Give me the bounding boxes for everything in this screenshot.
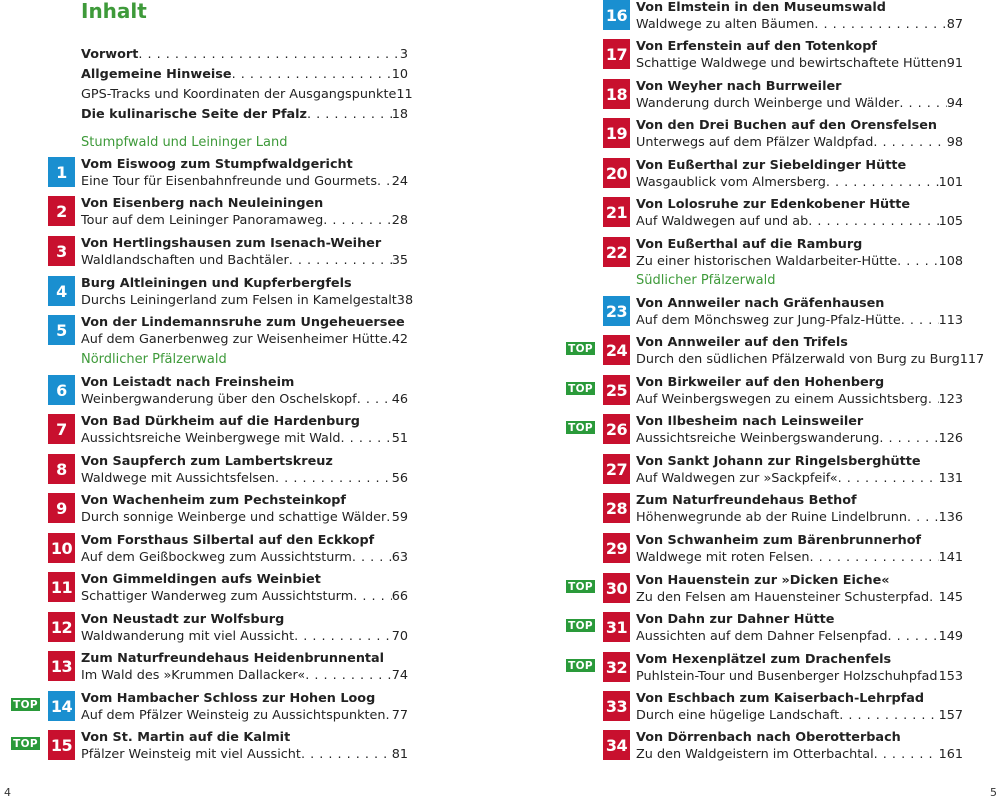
leader-dots: [232, 65, 392, 85]
tour-entry[interactable]: [603, 296, 963, 332]
tour-subtitle: Tour auf dem Leininger Panoramaweg: [81, 213, 324, 228]
tour-page-number: 108: [938, 254, 963, 269]
tour-number-badge: 13: [48, 651, 75, 681]
tour-text: [81, 275, 414, 309]
tour-text: [81, 690, 408, 724]
tour-entry[interactable]: [48, 196, 408, 232]
tour-number-badge: 25: [603, 375, 630, 405]
tour-subtitle: Eine Tour für Eisenbahnfreunde und Gourmets: [81, 174, 377, 189]
toc-page-number: 18: [391, 107, 408, 122]
tour-subtitle: Waldwege mit Aussichtsfelsen: [81, 471, 276, 486]
tour-title: Von Ilbesheim nach Leinsweiler: [636, 414, 864, 429]
toc-page-number: 11: [396, 87, 413, 102]
tour-number-badge: 31: [603, 612, 630, 642]
leader-dots: [307, 105, 392, 125]
tour-title: Von Eußerthal auf die Ramburg: [636, 237, 863, 252]
tour-page-number: 157: [938, 708, 963, 723]
tour-subtitle-row: [636, 174, 963, 191]
tour-text: [81, 374, 408, 408]
leader-dots: [897, 253, 938, 270]
tour-title: Von Dörrenbach nach Oberotterbach: [636, 730, 901, 745]
tour-entry[interactable]: [603, 691, 963, 727]
tour-title: Von Annweiler auf den Trifels: [636, 335, 848, 350]
tour-entry[interactable]: [48, 651, 408, 687]
leader-dots: [838, 470, 939, 487]
tour-page-number: 56: [391, 471, 408, 486]
tour-subtitle-row: [636, 746, 963, 763]
tour-subtitle: Puhlstein-Tour und Busenberger Holzschuhpfad: [636, 669, 938, 684]
tour-title: Von Eschbach zum Kaiserbach-Lehrpfad: [636, 691, 925, 706]
tour-text: [636, 117, 963, 151]
leader-dots: [929, 589, 938, 606]
tour-subtitle: Schattige Waldwege und bewirtschaftete Hütten: [636, 56, 947, 71]
tour-text: [636, 532, 963, 566]
tour-number-badge: 23: [603, 296, 630, 326]
tour-entry[interactable]: [48, 157, 408, 193]
tour-page-number: 42: [391, 332, 408, 347]
tour-entry[interactable]: [603, 0, 963, 36]
tour-subtitle-row: [636, 55, 963, 72]
tour-number-badge: 15: [48, 730, 75, 760]
tour-number-badge: 34: [603, 730, 630, 760]
leader-dots: [879, 430, 938, 447]
tour-text: [81, 453, 408, 487]
tour-entry[interactable]: [603, 533, 963, 569]
tour-text: [636, 690, 963, 724]
leader-dots: [301, 746, 392, 763]
tour-title: Von Neustadt zur Wolfsburg: [81, 612, 285, 627]
tour-subtitle-row: [636, 253, 963, 270]
tour-number-badge: 33: [603, 691, 630, 721]
tour-subtitle-row: [81, 252, 408, 269]
tour-entry[interactable]: [48, 236, 408, 272]
tour-text: [81, 532, 408, 566]
tour-entry[interactable]: [603, 652, 963, 688]
tour-subtitle-row: [81, 470, 408, 487]
tour-number-badge: 2: [48, 196, 75, 226]
tour-number-badge: 11: [48, 572, 75, 602]
tour-number-badge: 27: [603, 454, 630, 484]
tour-subtitle: Durch sonnige Weinberge und schattige Wälder: [81, 510, 387, 525]
tour-title: Vom Forsthaus Silbertal auf den Eckkopf: [81, 533, 375, 548]
tour-page-number: 81: [391, 747, 408, 762]
tour-title: Von Hauenstein zur »Dicken Eiche«: [636, 573, 890, 588]
tour-number-badge: 12: [48, 612, 75, 642]
tour-subtitle-row: [81, 509, 408, 526]
tour-number-badge: 4: [48, 276, 75, 306]
tour-page-number: 51: [391, 431, 408, 446]
leader-dots: [907, 509, 939, 526]
top-badge: TOP: [566, 659, 595, 672]
tour-page-number: 59: [391, 510, 408, 525]
tour-page-number: 38: [396, 293, 414, 308]
tour-title: Von Annweiler nach Gräfenhausen: [636, 296, 885, 311]
page-number-left: 4: [4, 786, 11, 799]
leader-dots: [275, 470, 392, 487]
tour-title: Von Eisenberg nach Neuleiningen: [81, 196, 324, 211]
tour-subtitle-row: [636, 628, 963, 645]
tour-number-badge: 32: [603, 652, 630, 682]
tour-text: [636, 236, 963, 270]
tour-title: Von St. Martin auf die Kalmit: [81, 730, 291, 745]
tour-text: [636, 492, 963, 526]
tour-text: [81, 650, 408, 684]
tour-entry[interactable]: [603, 158, 963, 194]
tour-subtitle-row: [81, 628, 408, 645]
tour-page-number: 91: [946, 56, 964, 71]
tour-subtitle: Zu einer historischen Waldarbeiter-Hütte: [636, 254, 898, 269]
tour-text: [636, 78, 963, 112]
tour-subtitle-row: [636, 509, 963, 526]
tour-text: [636, 453, 963, 487]
tour-number-badge: 7: [48, 414, 75, 444]
tour-text: [636, 611, 963, 645]
tour-subtitle: Höhenwegrunde ab der Ruine Lindelbrunn: [636, 510, 908, 525]
tour-page-number: 66: [391, 589, 408, 604]
tour-text: [636, 651, 963, 685]
section-heading-stumpfwald: Stumpfwald und Leininger Land: [81, 135, 288, 150]
tour-title: Zum Naturfreundehaus Heidenbrunnental: [81, 651, 385, 666]
tour-subtitle-row: [636, 470, 963, 487]
tour-subtitle-row: [81, 430, 408, 447]
tour-title: Von Wachenheim zum Pechsteinkopf: [81, 493, 347, 508]
tour-text: [636, 295, 963, 329]
tour-entry[interactable]: [603, 197, 963, 233]
tour-entry[interactable]: [48, 375, 408, 411]
tour-text: [81, 492, 408, 526]
toc-intro-item[interactable]: [81, 45, 408, 65]
tour-page-number: 94: [946, 96, 963, 111]
tour-subtitle-row: [636, 589, 963, 606]
tour-title: Von den Drei Buchen auf den Orensfelsen: [636, 118, 938, 133]
tour-number-badge: 6: [48, 375, 75, 405]
tour-subtitle: Auf dem Geißbockweg zum Aussichtsturm: [81, 550, 352, 565]
tour-subtitle: Aussichtsreiche Weinbergswanderung: [636, 431, 880, 446]
tour-page-number: 136: [938, 510, 963, 525]
tour-text: [81, 156, 408, 190]
tour-number-badge: 20: [603, 158, 630, 188]
tour-page-number: 145: [938, 590, 963, 605]
tour-text: [636, 413, 963, 447]
tour-entry[interactable]: [603, 730, 963, 766]
tour-subtitle: Zu den Waldgeistern im Otterbachtal: [636, 747, 874, 762]
toc-intro-label: Die kulinarische Seite der Pfalz: [81, 107, 307, 122]
leader-dots: [809, 549, 938, 566]
toc-intro-label: Allgemeine Hinweise: [81, 67, 232, 82]
tour-subtitle: Auf Waldwegen auf und ab: [636, 214, 809, 229]
tour-subtitle: Wasgaublick vom Almersberg: [636, 175, 826, 190]
tour-number-badge: 22: [603, 237, 630, 267]
page-title: Inhalt: [81, 0, 147, 23]
tour-number-badge: 5: [48, 315, 75, 345]
leader-dots: [323, 212, 392, 229]
tour-number-badge: 17: [603, 39, 630, 69]
tour-entry[interactable]: [48, 276, 414, 312]
tour-subtitle: Durch eine hügelige Landschaft: [636, 708, 840, 723]
tour-subtitle: Auf Weinbergswegen zu einem Aussichtsberg: [636, 392, 928, 407]
tour-entry[interactable]: [603, 414, 963, 450]
tour-page-number: 105: [938, 214, 963, 229]
tour-number-badge: 24: [603, 335, 630, 365]
top-badge: TOP: [566, 421, 595, 434]
top-badge: TOP: [566, 342, 595, 355]
tour-page-number: 153: [938, 669, 963, 684]
tour-text: [636, 374, 963, 408]
tour-subtitle: Zu den Felsen am Hauensteiner Schusterpfad: [636, 590, 930, 605]
leader-dots: [899, 95, 946, 112]
tour-number-badge: 19: [603, 118, 630, 148]
tour-title: Von Bad Dürkheim auf die Hardenburg: [81, 414, 360, 429]
tour-subtitle: Wanderung durch Weinberge und Wälder: [636, 96, 900, 111]
tour-page-number: 46: [391, 392, 408, 407]
tour-title: Von Hertlingshausen zum Isenach-Weiher: [81, 236, 382, 251]
tour-text: [81, 413, 408, 447]
tour-subtitle: Aussichten auf dem Dahner Felsenpfad: [636, 629, 888, 644]
tour-subtitle-row: [81, 212, 408, 229]
leader-dots: [357, 391, 392, 408]
tour-entry[interactable]: [603, 79, 963, 115]
tour-subtitle: Waldwanderung mit viel Aussicht: [81, 629, 295, 644]
leader-dots: [352, 549, 392, 566]
tour-number-badge: 16: [603, 0, 630, 30]
tour-entry[interactable]: [48, 533, 408, 569]
tour-title: Vom Eiswoog zum Stumpfwaldgericht: [81, 157, 353, 172]
tour-number-badge: 8: [48, 454, 75, 484]
tour-title: Vom Hexenplätzel zum Drachenfels: [636, 652, 892, 667]
tour-subtitle-row: [636, 668, 963, 685]
toc-intro-label: GPS-Tracks und Koordinaten der Ausgangspunkte: [81, 87, 397, 102]
tour-text: [636, 729, 963, 763]
tour-text: [636, 0, 963, 33]
tour-page-number: 161: [938, 747, 963, 762]
tour-number-badge: 3: [48, 236, 75, 266]
tour-subtitle-row: [81, 588, 408, 605]
leader-dots: [874, 746, 939, 763]
tour-subtitle-row: [81, 549, 408, 566]
tour-page-number: 101: [938, 175, 963, 190]
tour-subtitle: Weinbergwanderung über den Oschelskopf: [81, 392, 357, 407]
tour-page-number: 87: [946, 17, 963, 32]
tour-title: Von Leistadt nach Freinsheim: [81, 375, 295, 390]
tour-number-badge: 28: [603, 493, 630, 523]
leader-dots: [138, 45, 399, 65]
tour-subtitle: Aussichtsreiche Weinbergwege mit Wald: [81, 431, 341, 446]
tour-subtitle-row: [81, 707, 408, 724]
tour-title: Von Elmstein in den Museumswald: [636, 0, 886, 15]
tour-title: Von Saupferch zum Lambertskreuz: [81, 454, 333, 469]
page-number-right: 5: [990, 786, 997, 799]
tour-title: Von Gimmeldingen aufs Weinbiet: [81, 572, 321, 587]
tour-title: Von Eußerthal zur Siebeldinger Hütte: [636, 158, 907, 173]
tour-page-number: 126: [938, 431, 963, 446]
leader-dots: [289, 252, 392, 269]
tour-entry[interactable]: [603, 573, 963, 609]
tour-text: [636, 334, 985, 368]
tour-subtitle: Auf Waldwegen zur »Sackpfeif«: [636, 471, 838, 486]
tour-subtitle-row: [81, 391, 408, 408]
tour-page-number: 28: [391, 213, 408, 228]
toc-intro-item[interactable]: [81, 65, 408, 85]
leader-dots: [901, 312, 939, 329]
tour-title: Von der Lindemannsruhe zum Ungeheuersee: [81, 315, 405, 330]
tour-subtitle-row: [636, 391, 963, 408]
tour-title: Vom Hambacher Schloss zur Hohen Loog: [81, 691, 376, 706]
tour-page-number: 98: [946, 135, 963, 150]
tour-text: [636, 572, 963, 606]
toc-page-number: 10: [391, 67, 408, 82]
tour-entry[interactable]: [603, 39, 963, 75]
top-badge: TOP: [566, 382, 595, 395]
tour-number-badge: 18: [603, 79, 630, 109]
tour-subtitle: Im Wald des »Krummen Dallacker«: [81, 668, 306, 683]
tour-subtitle: Schattiger Wanderweg zum Aussichtsturm: [81, 589, 354, 604]
leader-dots: [341, 430, 392, 447]
tour-page-number: 141: [938, 550, 963, 565]
tour-text: [636, 196, 963, 230]
tour-subtitle: Waldwege zu alten Bäumen: [636, 17, 815, 32]
tour-page-number: 123: [938, 392, 963, 407]
tour-entry[interactable]: [48, 454, 408, 490]
tour-text: [81, 571, 408, 605]
tour-number-badge: 29: [603, 533, 630, 563]
tour-text: [81, 729, 408, 763]
tour-subtitle: Waldlandschaften und Bachtäler: [81, 253, 289, 268]
tour-entry[interactable]: [603, 375, 963, 411]
intro-list: [81, 45, 413, 125]
tour-title: Von Sankt Johann zur Ringelsberghütte: [636, 454, 921, 469]
tour-entry[interactable]: [603, 118, 963, 154]
leader-dots: [826, 174, 939, 191]
tour-subtitle-row: [636, 16, 963, 33]
tour-number-badge: 30: [603, 573, 630, 603]
tour-entry[interactable]: [48, 572, 408, 608]
tour-title: Von Dahn zur Dahner Hütte: [636, 612, 835, 627]
tour-subtitle: Auf dem Mönchsweg zur Jung-Pfalz-Hütte: [636, 313, 901, 328]
tour-subtitle-row: [81, 292, 414, 309]
tour-number-badge: 9: [48, 493, 75, 523]
tour-text: [81, 195, 408, 229]
tour-title: Von Lolosruhe zur Edenkobener Hütte: [636, 197, 911, 212]
leader-dots: [305, 667, 392, 684]
toc-intro-item[interactable]: [81, 85, 413, 105]
top-badge: TOP: [11, 698, 40, 711]
leader-dots: [839, 707, 938, 724]
top-badge: TOP: [11, 737, 40, 750]
tour-subtitle-row: [636, 134, 963, 151]
tour-page-number: 24: [391, 174, 408, 189]
tour-entry[interactable]: [48, 730, 408, 766]
tour-title: Von Birkweiler auf den Hohenberg: [636, 375, 885, 390]
tour-subtitle: Durch den südlichen Pfälzerwald von Burg zu Burg: [636, 352, 960, 367]
tour-number-badge: 26: [603, 414, 630, 444]
tour-page-number: 63: [391, 550, 408, 565]
tour-title: Burg Altleiningen und Kupferbergfels: [81, 276, 352, 291]
tour-page-number: 74: [391, 668, 408, 683]
tour-title: Zum Naturfreundehaus Bethof: [636, 493, 857, 508]
tour-entry[interactable]: [603, 493, 963, 529]
toc-page-number: 3: [399, 47, 408, 62]
tour-subtitle-row: [636, 95, 963, 112]
tour-text: [636, 38, 963, 72]
tour-subtitle-row: [636, 430, 963, 447]
tour-subtitle-row: [81, 746, 408, 763]
tour-subtitle-row: [636, 549, 963, 566]
tour-page-number: 113: [938, 313, 963, 328]
tour-number-badge: 14: [48, 691, 75, 721]
top-badge: TOP: [566, 619, 595, 632]
tour-page-number: 117: [959, 352, 985, 367]
tour-subtitle: Auf dem Pfälzer Weinsteig zu Aussichtspunkten: [81, 708, 386, 723]
tour-number-badge: 10: [48, 533, 75, 563]
tour-subtitle-row: [81, 331, 408, 348]
tour-subtitle-row: [81, 173, 408, 190]
top-badge: TOP: [566, 580, 595, 593]
leader-dots: [928, 391, 939, 408]
tour-entry[interactable]: [48, 414, 408, 450]
leader-dots: [873, 134, 946, 151]
toc-intro-item[interactable]: [81, 105, 408, 125]
tour-page-number: 70: [391, 629, 408, 644]
tour-subtitle: Durchs Leiningerland zum Felsen in Kamelgestalt: [81, 293, 397, 308]
tour-text: [81, 611, 408, 645]
leader-dots: [814, 16, 946, 33]
tour-subtitle-row: [636, 312, 963, 329]
leader-dots: [377, 173, 392, 190]
leader-dots: [887, 628, 938, 645]
tour-subtitle-row: [636, 351, 985, 368]
leader-dots: [808, 213, 938, 230]
tour-subtitle: Waldwege mit roten Felsen: [636, 550, 810, 565]
tour-number-badge: 21: [603, 197, 630, 227]
tour-entry[interactable]: [48, 691, 408, 727]
tour-entry[interactable]: [48, 315, 408, 351]
tour-subtitle-row: [81, 667, 408, 684]
tour-entry[interactable]: [48, 493, 408, 529]
tour-title: Von Schwanheim zum Bärenbrunnerhof: [636, 533, 922, 548]
tour-page-number: 35: [391, 253, 408, 268]
tour-page-number: 149: [938, 629, 963, 644]
tour-entry[interactable]: [48, 612, 408, 648]
toc-intro-label: Vorwort: [81, 47, 139, 62]
tour-page-number: 77: [391, 708, 408, 723]
tour-subtitle: Pfälzer Weinsteig mit viel Aussicht: [81, 747, 301, 762]
tour-title: Von Weyher nach Burrweiler: [636, 79, 842, 94]
section-heading-suedlicher: Südlicher Pfälzerwald: [636, 273, 776, 288]
tour-text: [636, 157, 963, 191]
tour-subtitle: Auf dem Ganerbenweg zur Weisenheimer Hütte: [81, 332, 388, 347]
tour-subtitle: Unterwegs auf dem Pfälzer Waldpfad: [636, 135, 874, 150]
leader-dots: [353, 588, 392, 605]
tour-number-badge: 1: [48, 157, 75, 187]
tour-entry[interactable]: [603, 335, 985, 371]
tour-title: Von Erfenstein auf den Totenkopf: [636, 39, 877, 54]
tour-text: [81, 235, 408, 269]
tour-page-number: 131: [938, 471, 963, 486]
section-heading-noerdlicher: Nördlicher Pfälzerwald: [81, 352, 227, 367]
tour-text: [81, 314, 408, 348]
tour-subtitle-row: [636, 707, 963, 724]
tour-entry[interactable]: [603, 454, 963, 490]
tour-entry[interactable]: [603, 237, 963, 273]
leader-dots: [294, 628, 392, 645]
tour-subtitle-row: [636, 213, 963, 230]
tour-entry[interactable]: [603, 612, 963, 648]
